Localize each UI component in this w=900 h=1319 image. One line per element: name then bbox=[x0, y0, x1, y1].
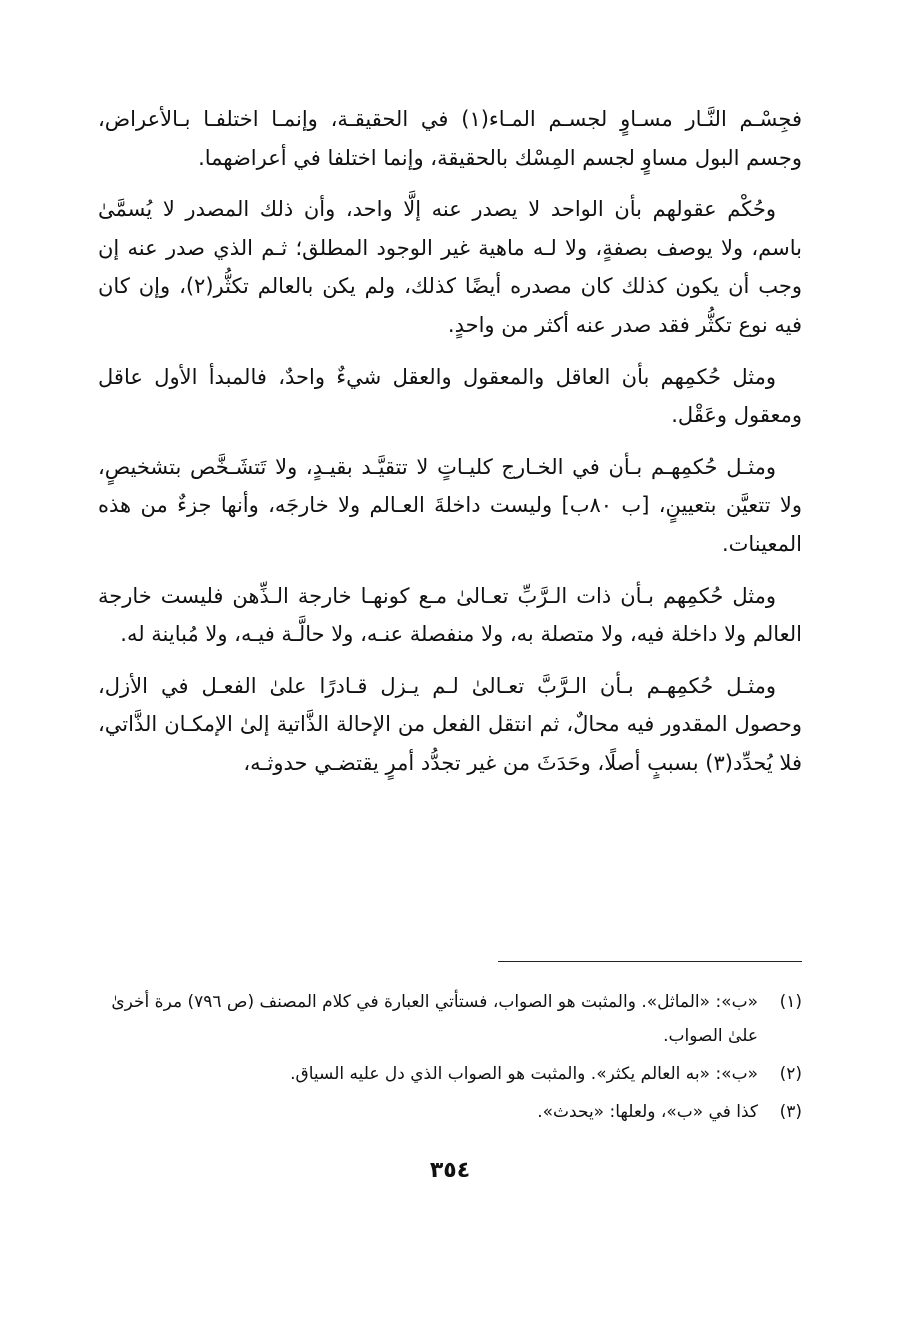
footnote-text: «ب»: «الماثل». والمثبت هو الصواب، فستأتي العبارة في كلام المصنف (ص ٧٩٦) مرة أخرىٰ علىٰ الصواب. bbox=[111, 992, 758, 1046]
footnote-number: (٢) bbox=[779, 1064, 802, 1084]
footnote-text: «ب»: «به العالم يكثر». والمثبت هو الصواب الذي دل عليه السياق. bbox=[290, 1064, 758, 1084]
paragraph-3: ومثل حُكمِهم بأن العاقل والمعقول والعقل شيءٌ واحدٌ، فالمبدأ الأول عاقل ومعقول وعَقْل. bbox=[98, 364, 802, 428]
footnote-text: كذا في «ب»، ولعلها: «يحدث». bbox=[537, 1102, 758, 1122]
footnote-separator bbox=[498, 961, 802, 962]
footnote-3 bbox=[98, 1095, 802, 1129]
paragraph-2: وحُكْم عقولهم بأن الواحد لا يصدر عنه إلَّا واحد، وأن ذلك المصدر لا يُسمَّىٰ باسم، ولا يوصف بصفةٍ، ولا لـه ماهية غير الوجود المطلق؛ ثـم الذي صدر عنه إن وجب أن يكون كذلك كان مصدره أيضًا كذلك، ولم يكن بالعالم تكثُّر(٢)، وإن كان فيه نوع تكثُّر فقد صدر عنه أكثر من واحدٍ. bbox=[98, 197, 802, 337]
footnotes bbox=[98, 985, 802, 1133]
footnote-number: (١) bbox=[779, 992, 802, 1012]
paragraph-5: ومثل حُكمِهم بـأن ذات الـرَّبِّ تعـالىٰ مـع كونهـا خارجة الـذِّهن فليست خارجة العالم ولا داخلة فيه، ولا متصلة به، ولا منفصلة عنـه، ولا حالَّـة فيـه، ولا مُباينة له. bbox=[98, 583, 802, 647]
page-number: ٣٥٤ bbox=[429, 1158, 471, 1183]
footnote-2 bbox=[98, 1057, 802, 1091]
footnote-number: (٣) bbox=[779, 1102, 802, 1122]
paragraph-4: ومثـل حُكمِهـم بـأن في الخـارج كليـاتٍ لا تتقيَّـد بقيـدٍ، ولا تَتشَـخَّص بتشخيصٍ، ولا تتعيَّن بتعيينٍ، [ب ٨٠ب] وليست داخلةَ العـالم ولا خارجَه، وأنها جزءٌ من هذه المعينات. bbox=[98, 454, 802, 556]
paragraph-6: ومثـل حُكمِهـم بـأن الـرَّبَّ تعـالىٰ لـم يـزل قـادرًا علىٰ الفعـل في الأزل، وحصول المقدور فيه محالٌ، ثم انتقل الفعل من الإحالة الذَّاتية إلىٰ الإمكـان الذَّاتي، فلا يُحدِّد(٣) بسببٍ أصلًا، وحَدَثَ من غير تجدُّد أمرٍ يقتضـي حدوثـه، bbox=[98, 673, 802, 775]
footnote-1 bbox=[98, 985, 802, 1053]
paragraph-1: فجِسْـم النَّـار مسـاوٍ لجسـم المـاء(١) في الحقيقـة، وإنمـا اختلفـا بـالأعراض، وجسم البول مساوٍ لجسم المِسْك بالحقيقة، وإنما اختلفا في أعراضهما. bbox=[98, 107, 803, 170]
main-text bbox=[98, 100, 802, 796]
